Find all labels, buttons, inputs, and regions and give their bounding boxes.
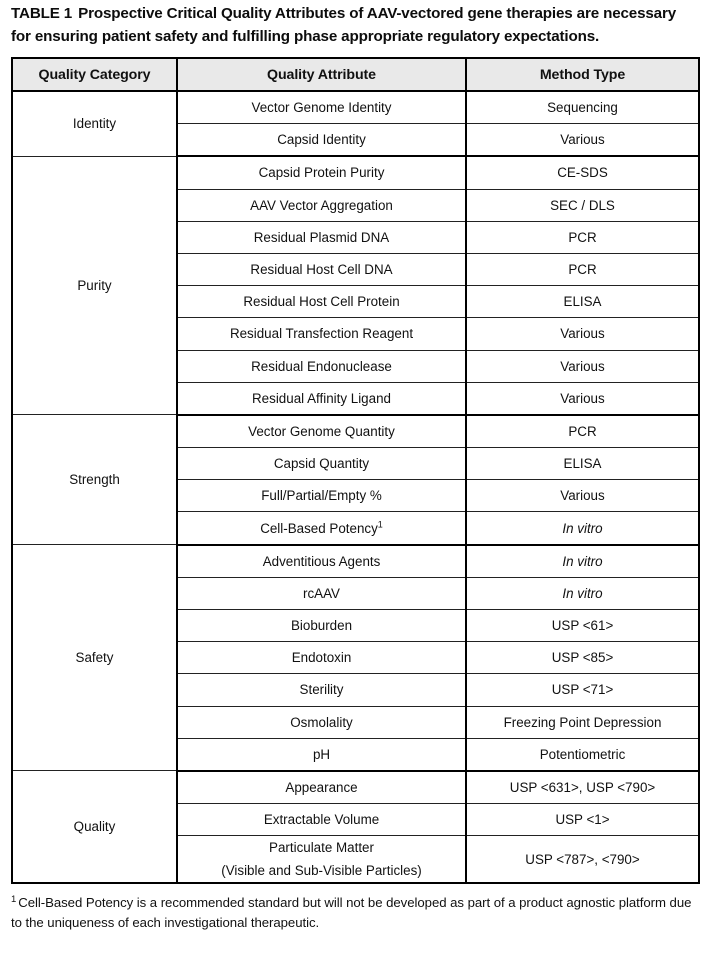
table-row bbox=[12, 771, 699, 804]
attribute-cell: Residual Plasmid DNA bbox=[177, 221, 466, 253]
method-cell: Various bbox=[466, 124, 699, 157]
attribute-cell: Vector Genome Quantity bbox=[177, 415, 466, 448]
attribute-cell: Sterility bbox=[177, 674, 466, 706]
attribute-cell: AAV Vector Aggregation bbox=[177, 189, 466, 221]
column-header-quality-category: Quality Category bbox=[12, 58, 177, 91]
method-cell: USP <85> bbox=[466, 642, 699, 674]
method-cell bbox=[466, 577, 699, 609]
method-cell: Sequencing bbox=[466, 91, 699, 124]
table-body bbox=[12, 91, 699, 883]
method-italic-text: In vitro bbox=[562, 585, 603, 601]
category-cell: Purity bbox=[12, 156, 177, 415]
method-cell: ELISA bbox=[466, 448, 699, 480]
attribute-cell: Residual Transfection Reagent bbox=[177, 318, 466, 350]
method-cell: Various bbox=[466, 350, 699, 382]
table-row bbox=[12, 545, 699, 578]
cqa-table bbox=[11, 57, 700, 884]
attribute-cell bbox=[177, 836, 466, 884]
method-cell: USP <631>, USP <790> bbox=[466, 771, 699, 804]
attribute-cell: Full/Partial/Empty % bbox=[177, 480, 466, 512]
attribute-cell: Endotoxin bbox=[177, 642, 466, 674]
method-cell: USP <787>, <790> bbox=[525, 851, 640, 867]
attribute-cell: rcAAV bbox=[177, 577, 466, 609]
method-cell: Various bbox=[466, 318, 699, 350]
attribute-cell: Adventitious Agents bbox=[177, 545, 466, 578]
attribute-cell: Cell-Based Potency$^1$ bbox=[177, 512, 466, 545]
attribute-cell: Residual Endonuclease bbox=[177, 350, 466, 382]
attribute-cell: Bioburden bbox=[177, 610, 466, 642]
method-cell: SEC / DLS bbox=[466, 189, 699, 221]
method-cell: USP <71> bbox=[466, 674, 699, 706]
category-cell: Safety bbox=[12, 545, 177, 771]
attribute-cell: pH bbox=[177, 738, 466, 771]
attribute-cell: Extractable Volume bbox=[177, 804, 466, 836]
attribute-cell: Residual Affinity Ligand bbox=[177, 382, 466, 415]
method-cell: Various bbox=[466, 480, 699, 512]
attribute-cell: Capsid Identity bbox=[177, 124, 466, 157]
method-cell: PCR bbox=[466, 221, 699, 253]
attribute-cell: Capsid Quantity bbox=[177, 448, 466, 480]
table-caption bbox=[11, 0, 692, 48]
attribute-cell: Vector Genome Identity bbox=[177, 91, 466, 124]
attribute-cell: Capsid Protein Purity bbox=[177, 156, 466, 189]
attribute-cell: Osmolality bbox=[177, 706, 466, 738]
method-cell: USP <61> bbox=[466, 610, 699, 642]
table-row bbox=[12, 156, 699, 189]
method-cell bbox=[466, 545, 699, 578]
table-caption-text: Prospective Critical Quality Attributes of AAV-vectored gene therapies are necessary for ensuring patient safety and fulfilling phase appropriate regulatory expectations. bbox=[11, 5, 677, 45]
method-italic-text: In vitro bbox=[562, 520, 603, 536]
method-cell bbox=[466, 512, 699, 545]
table-footnote bbox=[11, 893, 692, 933]
column-header-quality-attribute: Quality Attribute bbox=[177, 58, 466, 91]
method-cell: ELISA bbox=[466, 286, 699, 318]
column-header-method-type: Method Type bbox=[466, 58, 699, 91]
footnote-marker: 1 bbox=[11, 894, 17, 906]
method-cell: PCR bbox=[466, 415, 699, 448]
category-cell: Identity bbox=[12, 91, 177, 156]
category-cell: Strength bbox=[12, 415, 177, 545]
attribute-line-2: (Visible and Sub-Visible Particles) bbox=[221, 863, 422, 879]
method-cell: PCR bbox=[466, 253, 699, 285]
method-cell: Freezing Point Depression bbox=[466, 706, 699, 738]
attribute-cell: Residual Host Cell DNA bbox=[177, 253, 466, 285]
attribute-footnote-marker: 1 bbox=[377, 519, 383, 530]
table-header bbox=[12, 58, 699, 91]
method-cell: USP <1> bbox=[466, 804, 699, 836]
attribute-cell: Appearance bbox=[177, 771, 466, 804]
attribute-line-1: Particulate Matter bbox=[269, 840, 374, 856]
table-number: TABLE 1 bbox=[11, 5, 73, 22]
category-cell: Quality bbox=[12, 771, 177, 883]
header-row bbox=[12, 58, 699, 91]
method-cell: Potentiometric bbox=[466, 738, 699, 771]
footnote-text: Cell-Based Potency is a recommended standard but will not be developed as part of a product agnostic platform due to the uniqueness of each investigational therapeutic. bbox=[11, 895, 692, 931]
method-cell: CE-SDS bbox=[466, 156, 699, 189]
method-italic-text: In vitro bbox=[562, 553, 603, 569]
attribute-cell: Residual Host Cell Protein bbox=[177, 286, 466, 318]
table-row bbox=[12, 415, 699, 448]
table-row bbox=[12, 91, 699, 124]
method-cell: Various bbox=[466, 382, 699, 415]
